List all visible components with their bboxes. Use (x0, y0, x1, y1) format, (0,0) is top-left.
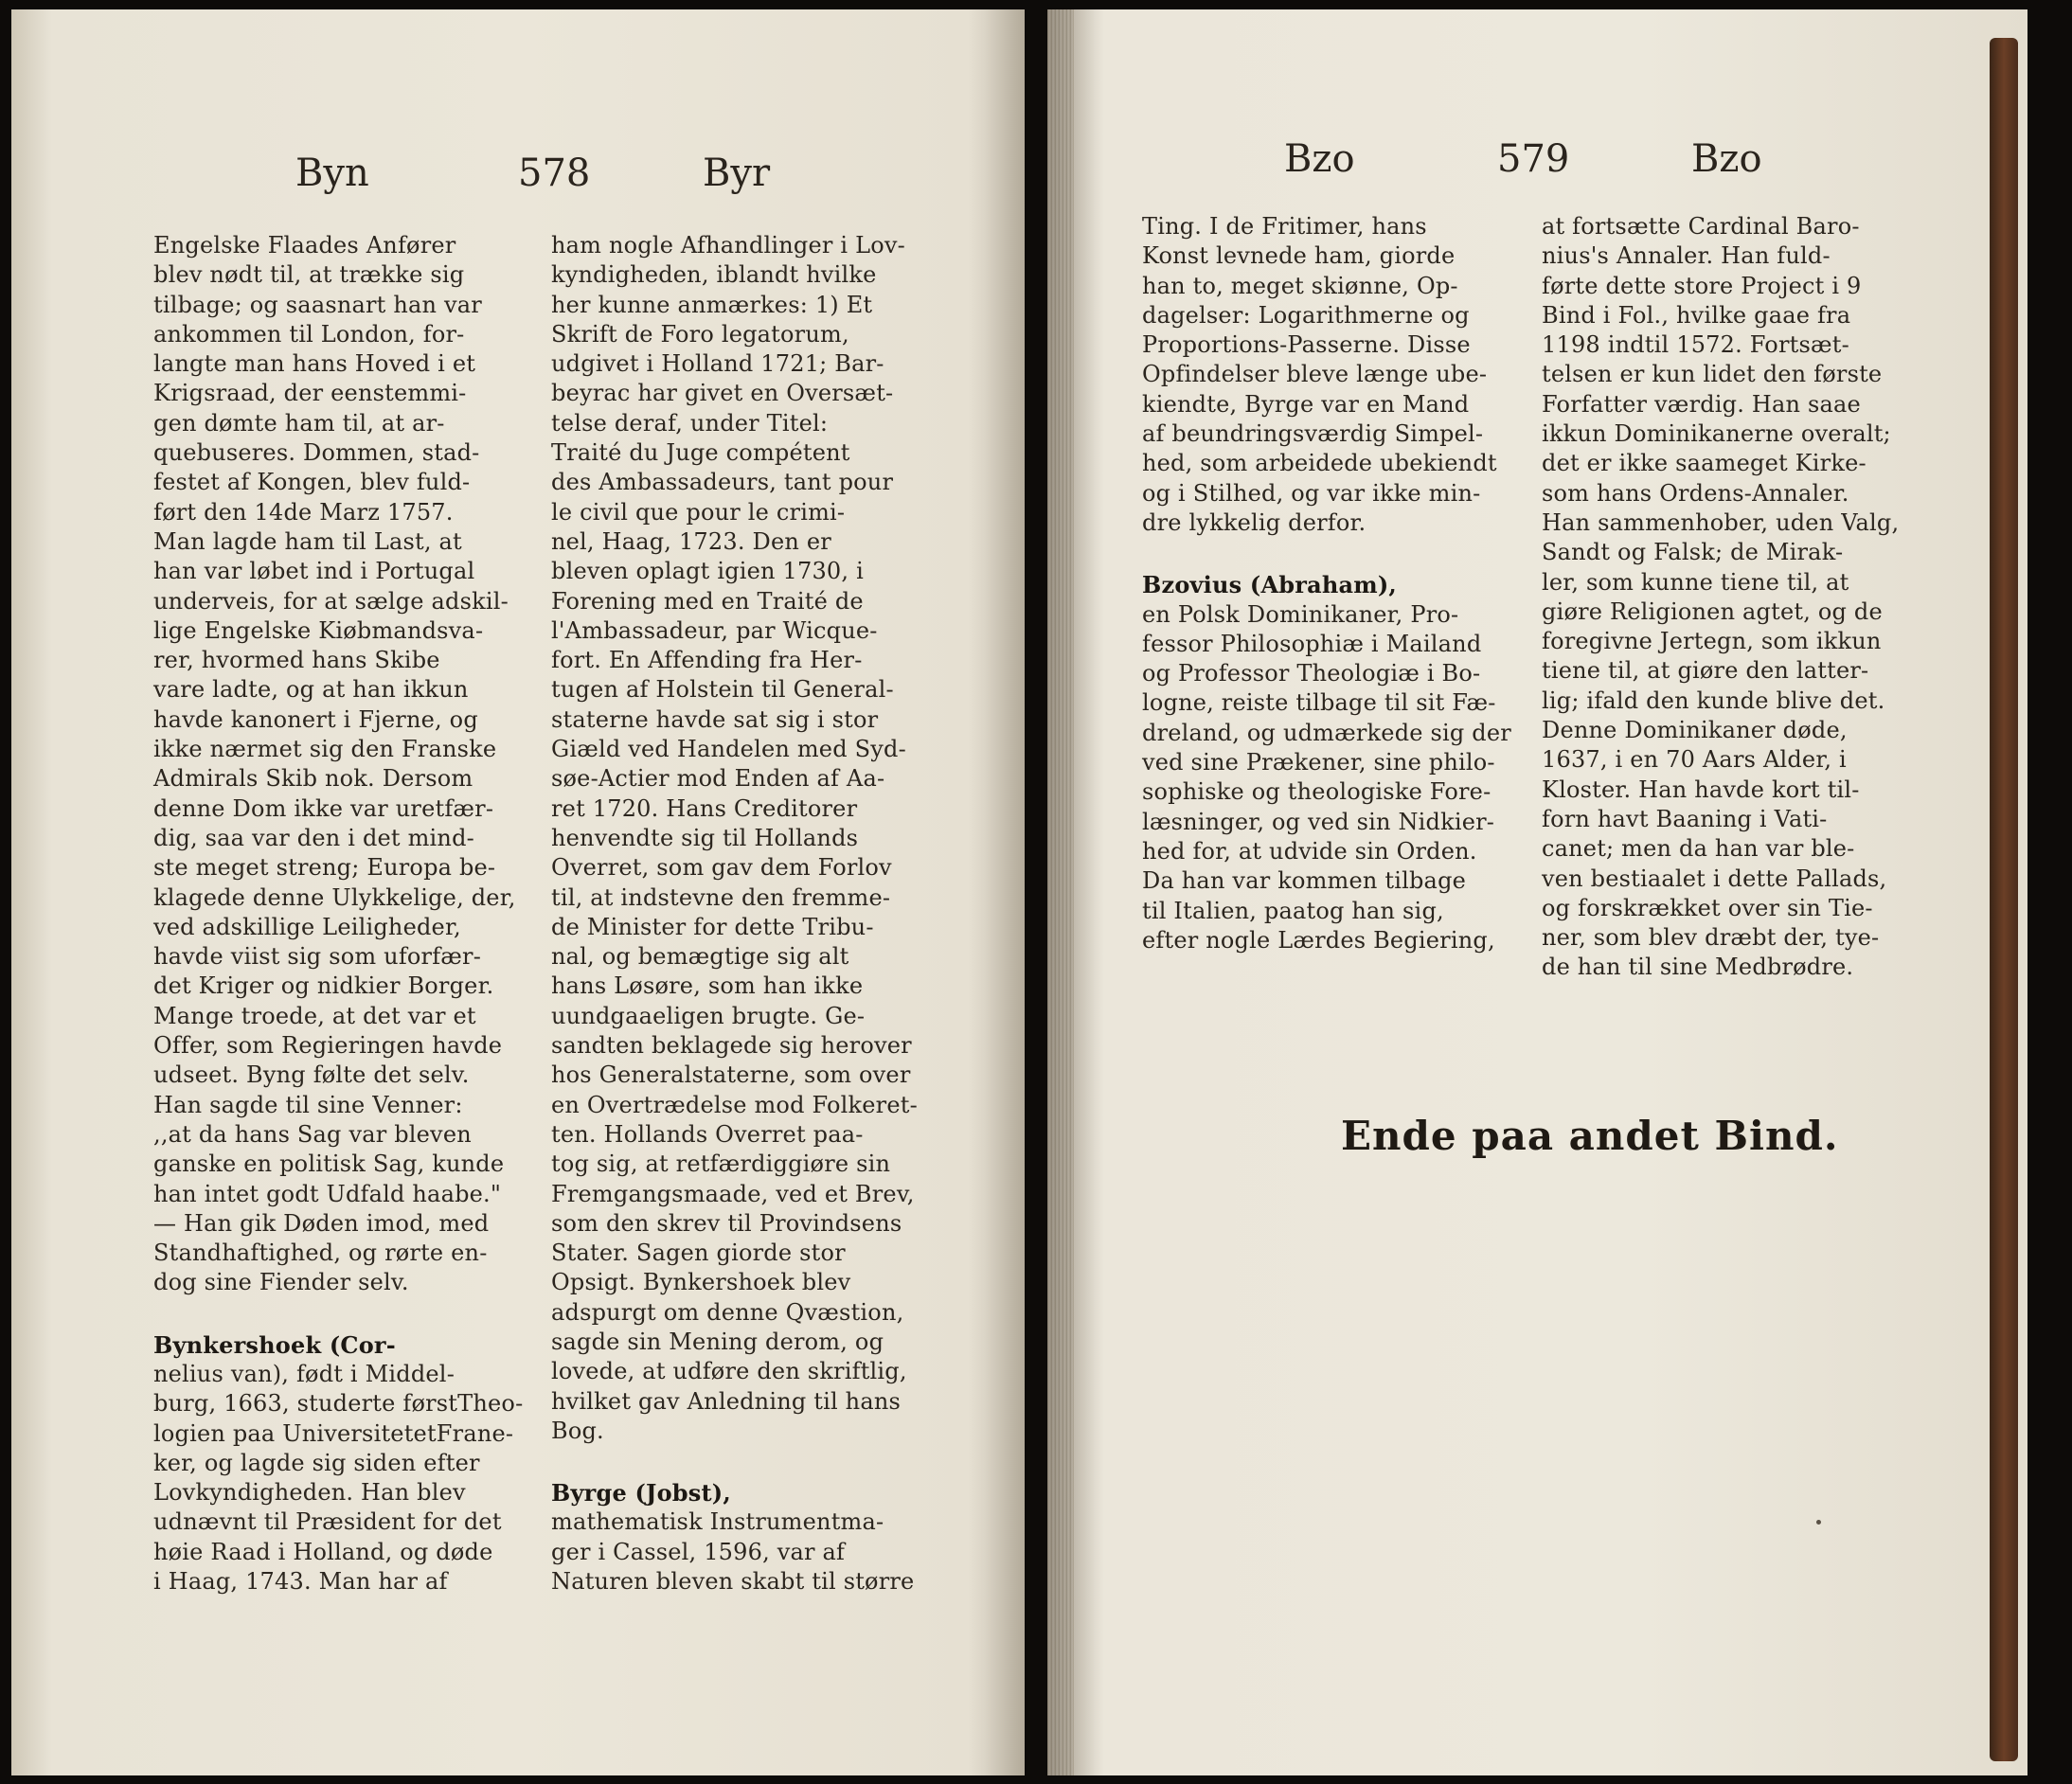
text-line: quebuseres. Dommen, stad- (153, 439, 480, 467)
text-line: Forening med en Traité de (551, 587, 864, 615)
text-line: havde kanonert i Fjerne, og (153, 705, 478, 733)
text-line: fessor Philosophiæ i Mailand (1142, 630, 1482, 657)
text-line: Proportions-Passerne. Disse (1142, 331, 1471, 359)
text-line: ,,at da hans Sag var bleven (153, 1120, 472, 1148)
text-line: udnævnt til Præsident for det (153, 1508, 502, 1536)
text-line: det Kriger og nidkier Borger. (153, 972, 494, 1000)
text-line: — Han gik Døden imod, med (153, 1209, 490, 1237)
text-line: Kloster. Han havde kort til- (1542, 776, 1860, 803)
text-line: og Professor Theologiæ i Bo- (1142, 660, 1481, 687)
text-line: klagede denne Ulykkelige, der, (153, 883, 516, 911)
text-line: nel, Haag, 1723. Den er (551, 527, 831, 555)
text-line: langte man hans Hoved i et (153, 350, 476, 378)
text-line: Han sammenhober, uden Valg, (1542, 508, 1900, 536)
text-line: det er ikke saameget Kirke- (1542, 450, 1867, 477)
text-line: blev nødt til, at trække sig (153, 261, 465, 289)
text-line: Lovkyndigheden. Han blev (153, 1479, 466, 1507)
text-line: tog sig, at retfærdiggiøre sin (551, 1151, 891, 1178)
text-line: en Overtrædelse mod Folkeret- (551, 1091, 918, 1118)
running-head-right: Bzo (1691, 137, 1762, 181)
text-line: burg, 1663, studerte førstTheo- (153, 1390, 524, 1418)
text-line: ven bestiaalet i dette Pallads, (1542, 865, 1887, 892)
text-line: forn havt Baaning i Vati- (1542, 805, 1828, 832)
text-line: sagde sin Mening derom, og (551, 1328, 884, 1355)
running-head-left: Byn (295, 152, 369, 195)
text-line: og forskrækket over sin Tie- (1542, 894, 1873, 921)
paper-speck (1816, 1520, 1821, 1525)
text-line: telsen er kun lidet den første (1542, 361, 1883, 388)
text-line: nal, og bemægtige sig alt (551, 943, 849, 971)
text-line: fort. En Affending fra Her- (551, 647, 863, 674)
text-line: Naturen bleven skabt til større (551, 1568, 915, 1596)
text-line: ganske en politisk Sag, kunde (153, 1151, 505, 1178)
text-line: tugen af Holstein til General- (551, 676, 894, 704)
text-line: dig, saa var den i det mind- (153, 824, 474, 851)
text-line: hos Generalstaterne, som over (551, 1061, 911, 1089)
text-line: denne Dom ikke var uretfær- (153, 794, 494, 822)
text-line: giøre Religionen agtet, og de (1542, 598, 1883, 625)
text-line: Mange troede, at det var et (153, 1002, 476, 1029)
text-line: efter nogle Lærdes Begiering, (1142, 926, 1495, 954)
text-line: Giæld ved Handelen med Syd- (551, 736, 906, 763)
page-header (11, 152, 1025, 208)
end-note: Ende paa andet Bind. (1341, 1113, 1839, 1159)
text-line: han to, meget skiønne, Op- (1142, 272, 1458, 299)
text-line: hed for, at udvide sin Orden. (1142, 837, 1477, 865)
text-column-1 (1142, 212, 1511, 955)
text-line: Admirals Skib nok. Dersom (153, 765, 473, 793)
text-line: og i Stilhed, og var ikke min- (1142, 479, 1481, 507)
text-line: en Polsk Dominikaner, Pro- (1142, 600, 1459, 628)
text-line: ankommen til London, for- (153, 320, 465, 348)
text-line: dog sine Fiender selv. (153, 1269, 409, 1296)
text-line: ved adskillige Leiligheder, (153, 913, 461, 940)
text-line: ført den 14de Marz 1757. (153, 498, 454, 526)
text-line: 1198 indtil 1572. Fortsæt- (1542, 331, 1849, 359)
text-line: Konst levnede ham, giorde (1142, 242, 1456, 270)
text-line: lige Engelske Kiøbmandsva- (153, 616, 484, 644)
text-line: uundgaaeligen brugte. Ge- (551, 1002, 866, 1029)
text-line: Bind i Fol., hvilke gaae fra (1542, 301, 1851, 329)
running-head-left: Bzo (1284, 137, 1355, 181)
text-line: beyrac har givet en Oversæt- (551, 380, 894, 407)
text-line: i Haag, 1743. Man har af (153, 1568, 448, 1596)
text-line: høie Raad i Holland, og døde (153, 1538, 493, 1565)
text-line: ikkun Dominikanerne overalt; (1542, 420, 1891, 448)
text-line: ved sine Prækener, sine philo- (1142, 749, 1495, 776)
text-line: henvendte sig til Hollands (551, 824, 859, 851)
text-line: Man lagde ham til Last, at (153, 527, 462, 555)
text-line: ker, og lagde sig siden efter (153, 1449, 480, 1476)
text-line: ger i Cassel, 1596, var af (551, 1538, 846, 1565)
text-line: kiendte, Byrge var en Mand (1142, 390, 1470, 418)
text-line: Sandt og Falsk; de Mirak- (1542, 539, 1844, 566)
book-cover-edge (1990, 38, 2018, 1761)
text-line: Opfindelser bleve længe ube- (1142, 361, 1488, 388)
text-column-2 (551, 231, 918, 1597)
text-line: her kunne anmærkes: 1) Et (551, 291, 873, 318)
text-line: han intet godt Udfald haabe." (153, 1180, 502, 1207)
text-line: ham nogle Afhandlinger i Lov- (551, 232, 905, 259)
entry-heading-line: Byrge (Jobst), (551, 1479, 731, 1507)
text-line: sophiske og theologiske Fore- (1142, 778, 1491, 806)
text-line: lig; ifald den kunde blive det. (1542, 687, 1885, 714)
text-line: søe-Actier mod Enden af Aa- (551, 765, 885, 793)
text-line: til, at indstevne den fremme- (551, 883, 891, 911)
spine-shadow (968, 9, 1025, 1775)
text-line: udseet. Byng følte det selv. (153, 1061, 470, 1089)
text-line: canet; men da han var ble- (1542, 835, 1855, 863)
text-line: festet af Kongen, blev fuld- (153, 469, 471, 496)
paragraph-gap (551, 1446, 918, 1478)
text-line: Standhaftighed, og rørte en- (153, 1240, 488, 1267)
text-column-1 (153, 231, 523, 1597)
text-line: sandten beklagede sig herover (551, 1032, 912, 1060)
page-header (1047, 137, 2027, 194)
page-number: 579 (1497, 137, 1570, 181)
text-line: underveis, for at sælge adskil- (153, 587, 509, 615)
text-line: 1637, i en 70 Aars Alder, i (1542, 746, 1847, 774)
text-line: kyndigheden, iblandt hvilke (551, 261, 877, 289)
text-line: logien paa UniversitetetFrane- (153, 1419, 514, 1447)
text-line: Engelske Flaades Anfører (153, 232, 456, 259)
text-line: ten. Hollands Overret paa- (551, 1120, 864, 1148)
paragraph-gap (153, 1298, 523, 1330)
text-line: l'Ambassadeur, par Wicque- (551, 616, 878, 644)
text-line: at fortsætte Cardinal Baro- (1542, 213, 1860, 240)
text-line: Stater. Sagen giorde stor (551, 1240, 846, 1267)
text-line: bleven oplagt igien 1730, i (551, 558, 864, 585)
text-line: læsninger, og ved sin Nidkier- (1142, 808, 1495, 835)
text-line: Krigsraad, der eenstemmi- (153, 380, 467, 407)
text-line: Traité du Juge compétent (551, 439, 850, 467)
spine-shadow (1047, 9, 1104, 1775)
text-line: som den skrev til Provindsens (551, 1209, 902, 1237)
text-line: ler, som kunne tiene til, at (1542, 568, 1849, 596)
text-line: des Ambassadeurs, tant pour (551, 469, 894, 496)
text-line: ret 1720. Hans Creditorer (551, 794, 858, 822)
text-line: tiene til, at giøre den latter- (1542, 657, 1869, 685)
text-line: ner, som blev dræbt der, tye- (1542, 924, 1880, 952)
text-line: de han til sine Medbrødre. (1542, 954, 1854, 981)
right-page (1047, 9, 2027, 1775)
text-line: Overret, som gav dem Forlov (551, 854, 892, 882)
text-line: staterne havde sat sig i stor (551, 705, 879, 733)
text-line: tilbage; og saasnart han var (153, 291, 482, 318)
text-line: vare ladte, og at han ikkun (153, 676, 469, 704)
text-line: Han sagde til sine Venner: (153, 1091, 463, 1118)
text-line: ikke nærmet sig den Franske (153, 736, 497, 763)
text-line: adspurgt om denne Qvæstion, (551, 1298, 904, 1326)
text-line: som hans Ordens-Annaler. (1542, 479, 1849, 507)
text-line: førte dette store Project i 9 (1542, 272, 1862, 299)
running-head-right: Byr (703, 152, 771, 195)
text-line: Da han var kommen tilbage (1142, 867, 1467, 895)
text-line: Opsigt. Bynkershoek blev (551, 1269, 851, 1296)
text-line: rer, hvormed hans Skibe (153, 647, 440, 674)
text-line: af beundringsværdig Simpel- (1142, 420, 1484, 448)
entry-heading-line: Bynkershoek (Cor- (153, 1330, 396, 1359)
text-line: Denne Dominikaner døde, (1542, 717, 1848, 744)
text-line: dre lykkelig derfor. (1142, 508, 1366, 536)
text-line: gen dømte ham til, at ar- (153, 409, 445, 437)
text-line: foregivne Jertegn, som ikkun (1542, 628, 1882, 655)
text-line: Forfatter værdig. Han saae (1542, 390, 1861, 418)
text-line: hans Løsøre, som han ikke (551, 972, 864, 1000)
text-line: le civil que pour le crimi- (551, 498, 846, 526)
text-line: hvilket gav Anledning til hans (551, 1387, 902, 1415)
paragraph-gap (1142, 538, 1511, 570)
text-line: Ting. I de Fritimer, hans (1142, 213, 1427, 240)
text-line: telse deraf, under Titel: (551, 409, 829, 437)
text-line: Offer, som Regieringen havde (153, 1032, 503, 1060)
text-line: havde viist sig som uforfær- (153, 943, 482, 971)
text-line: han var løbet ind i Portugal (153, 558, 475, 585)
text-line: nius's Annaler. Han fuld- (1542, 242, 1831, 270)
left-page (11, 9, 1025, 1775)
text-line: Fremgangsmaade, ved et Brev, (551, 1180, 915, 1207)
entry-heading-line: Bzovius (Abraham), (1142, 571, 1397, 599)
text-line: de Minister for dette Tribu- (551, 913, 874, 940)
text-line: til Italien, paatog han sig, (1142, 897, 1444, 924)
text-line: ste meget streng; Europa be- (153, 854, 496, 882)
text-line: nelius van), født i Middel- (153, 1360, 455, 1387)
text-line: dagelser: Logarithmerne og (1142, 301, 1470, 329)
text-line: logne, reiste tilbage til sit Fæ- (1142, 689, 1496, 717)
text-line: udgivet i Holland 1721; Bar- (551, 350, 884, 378)
text-line: dreland, og udmærkede sig der (1142, 719, 1511, 746)
text-column-2 (1542, 212, 1899, 983)
text-line: lovede, at udføre den skriftlig, (551, 1358, 907, 1385)
text-line: Bog. (551, 1417, 604, 1444)
text-line: hed, som arbeidede ubekiendt (1142, 450, 1497, 477)
text-line: mathematisk Instrumentma- (551, 1508, 884, 1536)
page-number: 578 (518, 152, 591, 195)
text-line: Skrift de Foro legatorum, (551, 320, 849, 348)
